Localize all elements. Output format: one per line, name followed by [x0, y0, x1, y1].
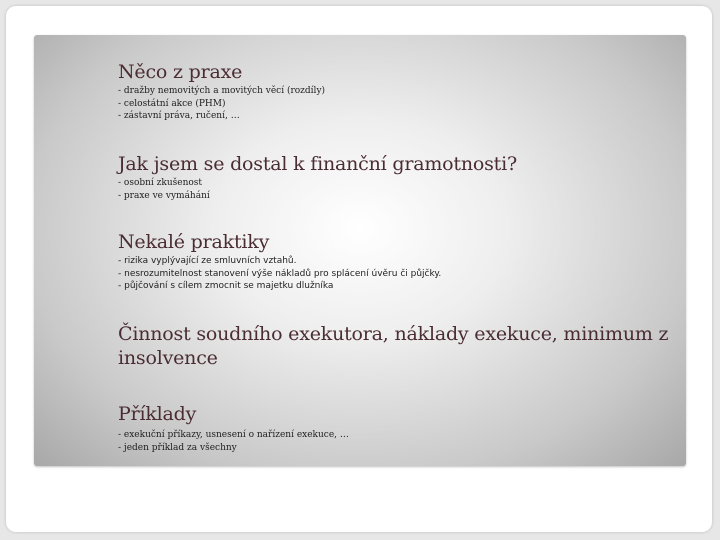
heading-priklady: Příklady [118, 403, 197, 425]
list-item: - jeden příklad za všechny [118, 442, 237, 453]
list-item: - dražby nemovitých a movitých věcí (rozdíly) [118, 86, 326, 96]
list-item: - půjčování s cílem zmocnit se majetku dlužníka [118, 281, 334, 291]
heading-cinnost-exekutora: Činnost soudního exekutora, náklady exekuce, minimum z insolvence [118, 323, 669, 369]
list-item: - praxe ve vymáhání [118, 190, 210, 201]
list-nekale-praktiky [118, 255, 441, 293]
list-neco-z-praxe [118, 85, 325, 123]
heading-nekale-praktiky: Nekalé praktiky [118, 231, 270, 253]
list-financni-gramotnost [118, 177, 210, 202]
list-item: - rizika vyplývající ze smluvních vztahů. [118, 256, 297, 266]
list-item: - exekuční příkazy, usnesení o nařízení exekuce, … [118, 430, 349, 440]
list-item: - celostátní akce (PHM) [118, 98, 226, 109]
list-item: - zástavní práva, ručení, … [118, 111, 240, 121]
heading-neco-z-praxe: Něco z praxe [118, 61, 243, 83]
list-item: - osobní zkušenost [118, 178, 203, 188]
heading-financni-gramotnost: Jak jsem se dostal k finanční gramotnosti? [118, 153, 517, 175]
list-priklady [118, 429, 349, 454]
list-item: - nesrozumitelnost stanovení výše nákladů pro splácení úvěru či půjčky. [118, 268, 442, 279]
